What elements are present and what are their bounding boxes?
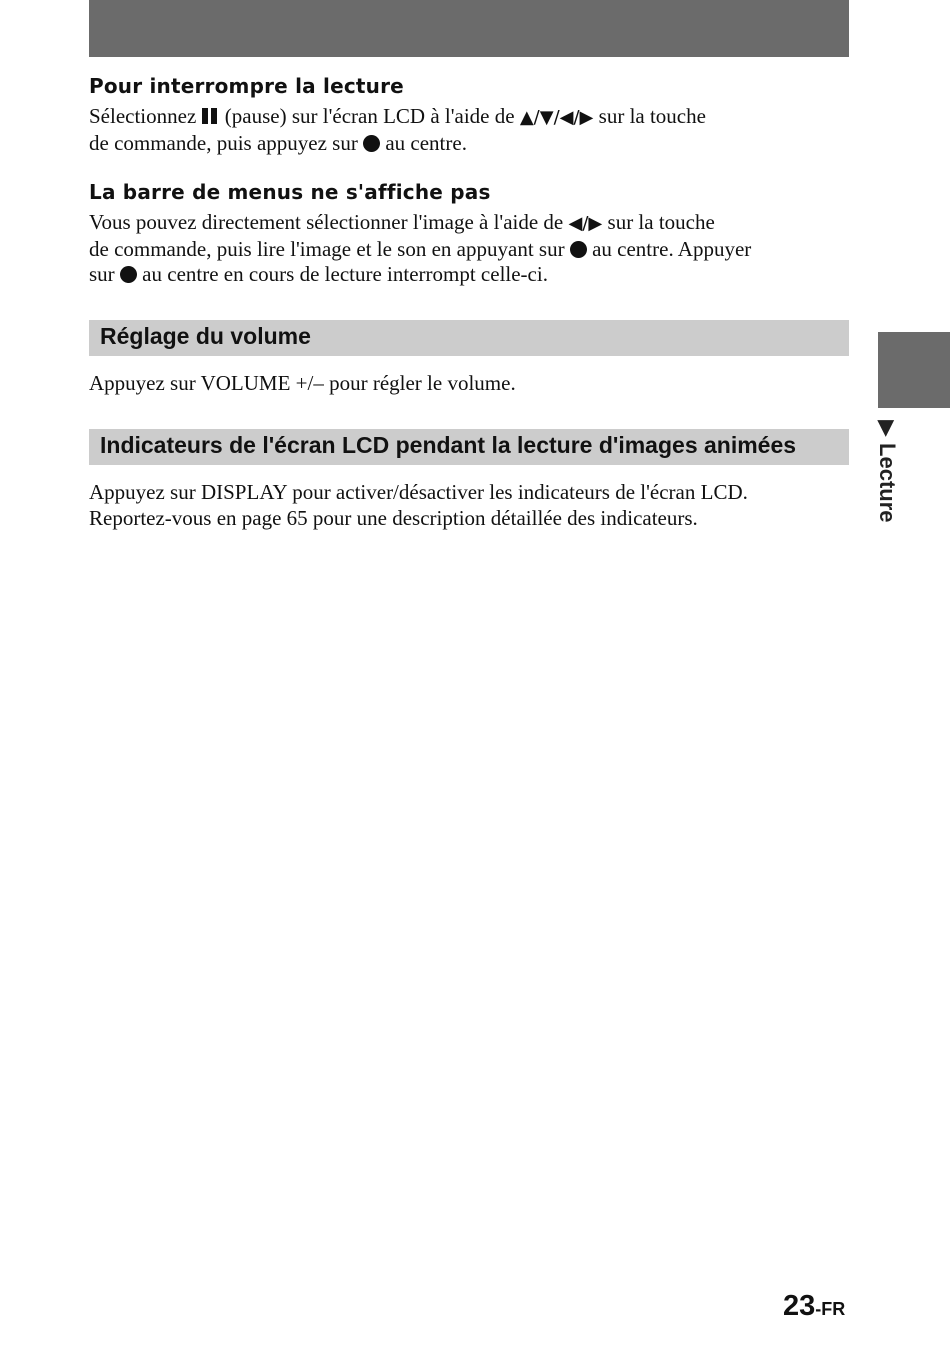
chapter-tab bbox=[878, 332, 950, 408]
pause-text-1b: (pause) sur l'écran LCD à l'aide de bbox=[224, 104, 515, 128]
pause-paragraph bbox=[89, 104, 829, 156]
volume-section-band bbox=[89, 320, 849, 356]
center-button-icon bbox=[363, 135, 380, 152]
pause-text-2b: au centre. bbox=[385, 130, 467, 155]
chapter-label bbox=[876, 420, 900, 550]
pause-icon bbox=[202, 105, 220, 121]
page-number-value: 23 bbox=[783, 1290, 816, 1322]
menubar-paragraph bbox=[89, 210, 829, 288]
menubar-text-3a: sur bbox=[89, 262, 115, 286]
pause-heading: Pour interrompre la lecture bbox=[89, 74, 404, 98]
page-number bbox=[783, 1290, 845, 1323]
menubar-text-3b: au centre en cours de lecture interrompt celle-ci. bbox=[142, 262, 548, 286]
indicators-section-band bbox=[89, 429, 849, 465]
page-number-suffix: -FR bbox=[815, 1299, 846, 1319]
chapter-label-text: ▶ Lecture bbox=[875, 420, 900, 523]
pause-text-2a: de commande, puis appuyez sur bbox=[89, 130, 358, 155]
left-right-arrows-icon: ◀/▶ bbox=[568, 213, 603, 234]
arrow-keys-icon: ▲/▼/◀/▶ bbox=[519, 107, 594, 128]
center-button-icon bbox=[570, 241, 587, 258]
menubar-text-2a: de commande, puis lire l'image et le son en appuyant sur bbox=[89, 236, 565, 261]
header-band bbox=[89, 0, 849, 57]
indicators-heading: Indicateurs de l'écran LCD pendant la lecture d'images animées bbox=[100, 432, 797, 458]
center-button-icon bbox=[120, 266, 137, 283]
pause-text-1a: Sélectionnez bbox=[89, 104, 197, 128]
volume-text: Appuyez sur VOLUME +/– pour régler le volume. bbox=[89, 371, 516, 395]
menubar-text-1a: Vous pouvez directement sélectionner l'image à l'aide de bbox=[89, 210, 564, 234]
indicators-text-2: Reportez-vous en page 65 pour une description détaillée des indicateurs. bbox=[89, 505, 698, 530]
menubar-heading: La barre de menus ne s'affiche pas bbox=[89, 180, 491, 204]
volume-paragraph bbox=[89, 371, 829, 397]
indicators-paragraph bbox=[89, 480, 829, 531]
indicators-text-1: Appuyez sur DISPLAY pour activer/désactiver les indicateurs de l'écran LCD. bbox=[89, 480, 748, 504]
pause-text-1c: sur la touche bbox=[598, 104, 706, 128]
menubar-text-1b: sur la touche bbox=[607, 210, 715, 234]
volume-heading: Réglage du volume bbox=[100, 323, 311, 349]
menubar-text-2b: au centre. Appuyer bbox=[592, 236, 752, 261]
